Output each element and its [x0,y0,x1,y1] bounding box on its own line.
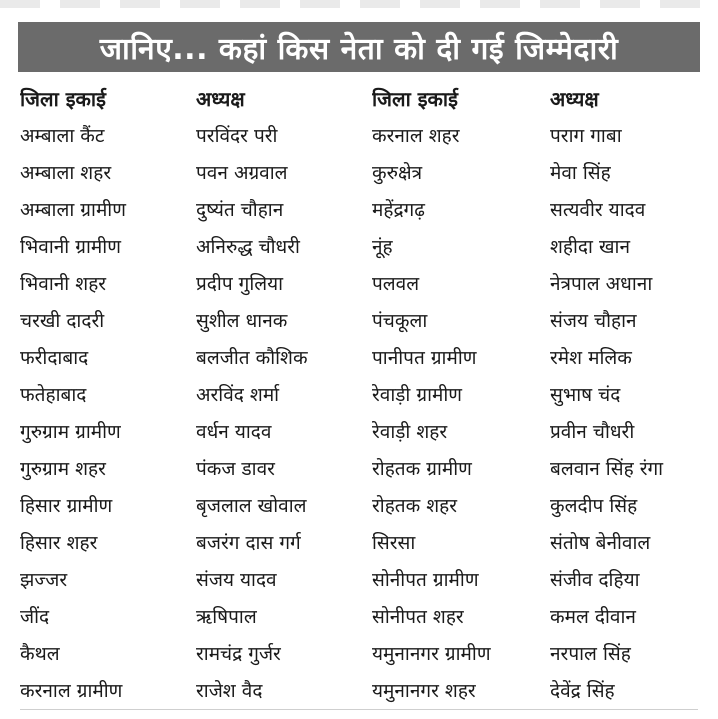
president-name: नरपाल सिंह [550,643,631,665]
district-unit: गुरुग्राम ग्रामीण [20,421,121,443]
table-row [14,451,704,488]
table-row [14,673,704,710]
table-row [14,525,704,562]
table-row [14,488,704,525]
table-row [14,340,704,377]
table-row [14,377,704,414]
district-unit: फरीदाबाद [20,347,89,369]
president-name: रमेश मलिक [550,347,632,369]
district-unit: रोहतक शहर [372,495,458,517]
president-name: संतोष बेनीवाल [550,532,651,554]
district-unit: अम्बाला शहर [20,162,112,184]
president-name: बलवान सिंह रंगा [550,458,664,480]
president-name: दुष्यंत चौहान [196,199,284,221]
district-unit: पंचकूला [372,310,428,332]
president-name: देवेंद्र सिंह [550,680,615,702]
district-unit: अम्बाला ग्रामीण [20,199,126,221]
table-row [14,266,704,303]
district-unit: जींद [20,606,50,628]
district-unit: करनाल शहर [372,125,460,147]
president-name: राजेश वैद [196,680,263,702]
top-strip [0,0,718,22]
president-name: कमल दीवान [550,606,636,628]
president-name: सत्यवीर यादव [550,199,646,221]
president-name: अनिरुद्ध चौधरी [196,236,300,258]
table-row [14,303,704,340]
district-unit: यमुनानगर ग्रामीण [372,643,491,665]
president-name: प्रवीन चौधरी [550,421,635,443]
president-name: नेत्रपाल अधाना [550,273,653,295]
district-unit: पानीपत ग्रामीण [372,347,477,369]
president-name: रामचंद्र गुर्जर [196,643,281,665]
president-name: संजीव दहिया [550,569,640,591]
president-name: बृजलाल खोवाल [196,495,307,517]
president-name: सुशील धानक [196,310,288,332]
district-unit: सोनीपत ग्रामीण [372,569,479,591]
district-unit: यमुनानगर शहर [372,680,476,702]
district-unit: रेवाड़ी शहर [372,421,448,443]
president-name: बलजीत कौशिक [196,347,308,369]
president-name: कुलदीप सिंह [550,495,638,517]
district-unit: सिरसा [372,532,416,554]
header-president-left: अध्यक्ष [196,87,245,111]
president-name: शहीदा खान [550,236,630,258]
president-name: बजरंग दास गर्ग [196,532,301,554]
district-unit: चरखी दादरी [20,310,105,332]
president-name: पवन अग्रवाल [196,162,288,184]
president-name: संजय यादव [196,569,277,591]
district-unit: भिवानी शहर [20,273,107,295]
district-unit: झज्जर [20,569,68,591]
district-unit: हिसार शहर [20,532,98,554]
president-name: अरविंद शर्मा [196,384,280,406]
cropped-headline-fragment [0,0,718,8]
district-unit: करनाल ग्रामीण [20,680,123,702]
district-unit: रेवाड़ी ग्रामीण [372,384,463,406]
table-row [14,229,704,266]
president-name: पंकज डावर [196,458,275,480]
district-unit: अम्बाला कैंट [20,125,105,147]
header-district-unit-right: जिला इकाई [372,87,458,111]
district-unit: कुरुक्षेत्र [372,162,423,184]
district-unit: पलवल [372,273,420,295]
president-name: ऋषिपाल [196,606,257,628]
table-header [14,80,704,120]
header-district-unit-left: जिला इकाई [20,87,106,111]
district-unit: हिसार ग्रामीण [20,495,113,517]
district-unit: सोनीपत शहर [372,606,464,628]
president-name: संजय चौहान [550,310,637,332]
district-unit: रोहतक ग्रामीण [372,458,472,480]
table-row [14,192,704,229]
president-name: वर्धन यादव [196,421,272,443]
page-title: जानिए... कहां किस नेता को दी गई जिम्मेदारी [99,31,619,67]
title-banner [18,22,700,72]
president-name: सुभाष चंद [550,384,621,406]
president-name: प्रदीप गुलिया [196,273,284,295]
president-name: परविंदर परी [196,125,278,147]
district-unit: कैथल [20,643,60,665]
district-unit: भिवानी ग्रामीण [20,236,121,258]
district-unit: महेंद्रगढ़ [372,199,425,221]
bottom-divider [20,709,698,710]
header-president-right: अध्यक्ष [550,87,599,111]
president-name: पराग गाबा [550,125,622,147]
table-row [14,599,704,636]
table-row [14,562,704,599]
district-unit: नूंह [372,236,393,258]
table-row [14,155,704,192]
table-row [14,414,704,451]
table-row [14,118,704,155]
district-unit: गुरुग्राम शहर [20,458,106,480]
district-president-table [14,80,704,710]
president-name: मेवा सिंह [550,162,611,184]
table-row [14,636,704,673]
district-unit: फतेहाबाद [20,384,87,406]
